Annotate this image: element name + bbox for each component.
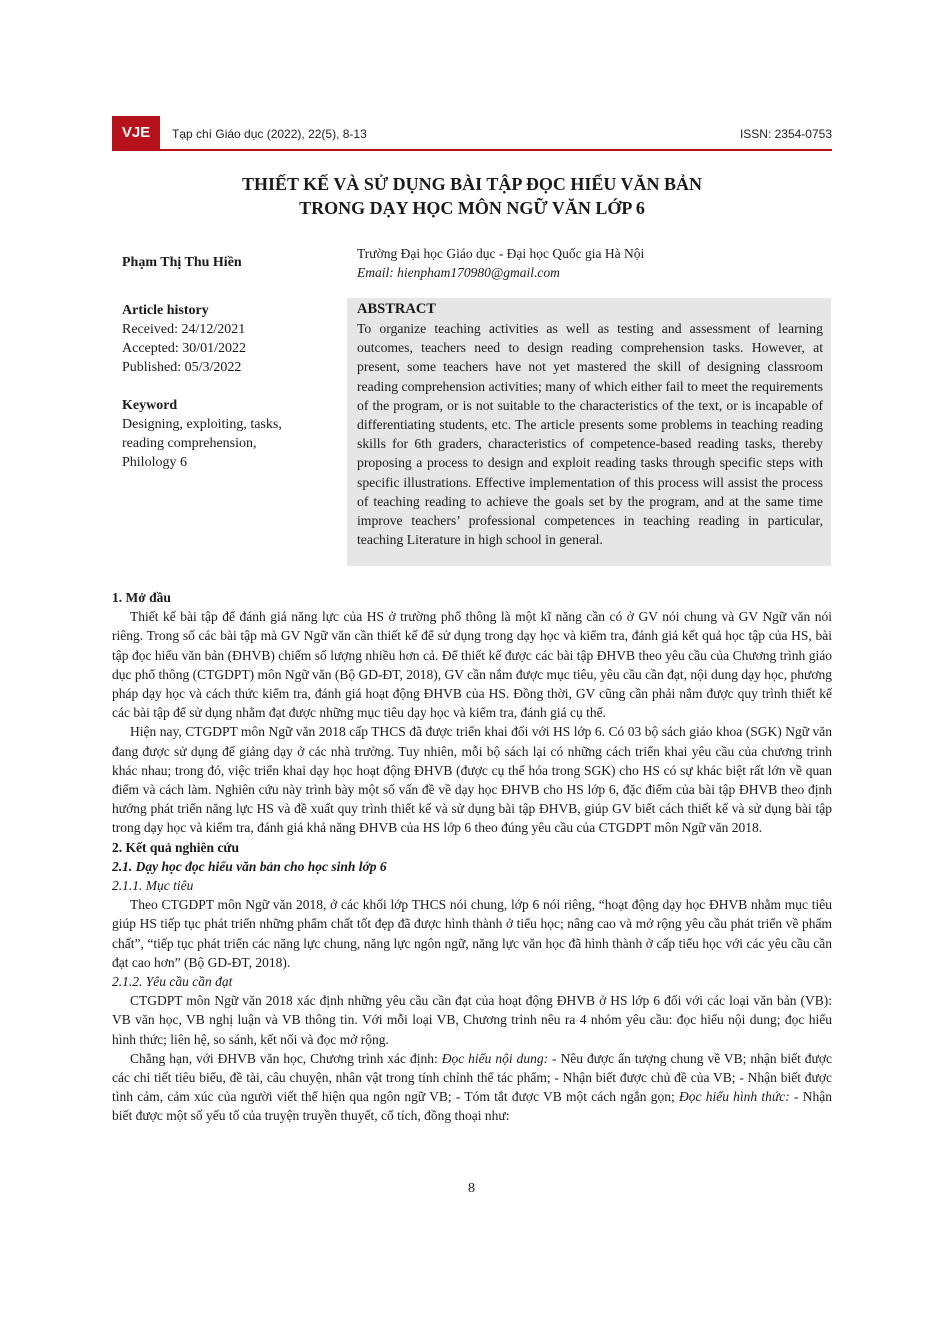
header-divider: [112, 149, 832, 151]
text-run: Chẳng hạn, với ĐHVB văn học, Chương trình xác định:: [130, 1050, 442, 1066]
section-heading: 1. Mở đầu: [112, 590, 171, 605]
section-heading: 2. Kết quả nghiên cứu: [112, 839, 239, 855]
header-bar: [112, 116, 832, 150]
author-email: Email: hienpham170980@gmail.com: [357, 265, 560, 280]
article-metadata: [122, 301, 337, 472]
keyword-line-1: Designing, exploiting, tasks,: [122, 417, 282, 432]
paragraph: Theo CTGDPT môn Ngữ văn 2018, ở các khối lớp THCS nói chung, lớp 6 nói riêng, “hoạt động dạy học ĐHVB nhằm mục tiêu giúp HS tiếp tục phát triển những phẩm chất tốt đẹp đã được hình thành ở tiểu học; nâng cao và mở rộng yêu cầu phát triển về phẩm chất”, “tiếp tục phát triển các năng lực chung, năng lực ngôn ngữ, năng lực văn học đã hình thành ở cấp tiểu học với các yêu cầu cần đạt cao hơn” (Bộ GD-ĐT, 2018).: [112, 897, 832, 970]
paragraph: [112, 1049, 832, 1126]
subsubsection-heading: 2.1.1. Mục tiêu: [112, 878, 194, 894]
paragraph: CTGDPT môn Ngữ văn 2018 xác định những yêu cầu cần đạt của hoạt động ĐHVB ở HS lớp 6 đối với các loại văn bản (VB): VB văn học, VB nghị luận và VB thông tin. Với mỗi loại VB, Chương trình nêu ra 4 nhóm yêu cầu: đọc hiểu nội dung; đọc hiểu hình thức; liên hệ, so sánh, kết nối và đọc mở rộng.: [112, 993, 832, 1047]
emphasis: Đọc hiểu hình thức:: [678, 1089, 790, 1105]
emphasis: Đọc hiểu nội dung:: [441, 1050, 549, 1066]
text-run: - Nêu được ấn tượng chung về VB; nhận biết được các chi tiết tiêu biểu, đề tài, câu chuyện, nhân vật trong tính chỉnh thể tác phẩm; - Nhận biết được chủ đề của VB; - Nhận biết được tình cảm, cảm xúc của người viết thể hiện qua ngôn ngữ VB; - Tóm tắt được VB một cách ngắn gọn;: [112, 1050, 832, 1105]
subsection-heading: 2.1. Dạy học đọc hiểu văn bản cho học sinh lớp 6: [112, 858, 387, 874]
journal-logo: VJE: [112, 116, 160, 150]
accepted-date: Accepted: 30/01/2022: [122, 341, 247, 356]
abstract-text: To organize teaching activities as well as testing and assessment of learning outcomes, teachers need to design reading comprehension tasks. However, at present, some teachers have not yet mastered the skill of designing classroom reading comprehension activities; many of which either fail to meet the requirements of the program, or is not suitable to the characteristics of the text, or is incapable of differentiating students, etc. The article presents some problems in teaching reading skills for 6th graders, characteristics of competence-based reading tasks, thereby proposing a process to design and exploit reading tasks through specific steps with specific illustrations. Effective implementation of this process will assist the process of teaching reading to achieve the goals set by the program, and at the same time improve teachers’ professional competences in teaching reading in particular, teaching Literature in high school in general.: [357, 321, 823, 548]
article-title: [112, 172, 832, 220]
keyword-heading: Keyword: [122, 398, 178, 413]
paragraph: Hiện nay, CTGDPT môn Ngữ văn 2018 cấp THCS đã được triển khai đối với HS lớp 6. Có 03 bộ sách giáo khoa (SGK) Ngữ văn đang được sử dụng để giảng dạy ở các nhà trường. Tuy nhiên, mỗi bộ sách lại có những cách triển khai yêu cầu của chương trình khác nhau; trong đó, việc triển khai dạy học hoạt động ĐHVB (được cụ thể hóa trong SGK) cho HS có sự khác biệt rất lớn về quan điểm và cách làm. Nghiên cứu này trình bày một số vấn đề về dạy học ĐHVB cho HS lớp 6, đặc điểm của bài tập ĐHVB theo định hướng phát triển năng lực HS và đề xuất quy trình thiết kế và sử dụng bài tập ĐHVB, giúp GV biết cách thiết kế và sử dụng bài tập trong dạy học và kiểm tra, đánh giá khả năng ĐHVB của HS lớp 6 theo đúng yêu cầu của CTGDPT môn Ngữ văn 2018.: [112, 724, 832, 836]
author-affiliation: [357, 244, 644, 282]
page-number: 8: [468, 1181, 475, 1196]
keyword-line-2: reading comprehension,: [122, 436, 257, 451]
abstract-heading: ABSTRACT: [357, 301, 436, 317]
received-date: Received: 24/12/2021: [122, 322, 246, 337]
article-body: [112, 588, 832, 1126]
author-name: Phạm Thị Thu Hiền: [122, 255, 242, 270]
title-line-2: TRONG DẠY HỌC MÔN NGỮ VĂN LỚP 6: [299, 198, 645, 218]
text-run: - Nhận biết được một số yếu tố của truyện truyền thuyết, cổ tích, đồng thoại như:: [112, 1089, 832, 1124]
paragraph: Thiết kế bài tập để đánh giá năng lực của HS ở trường phổ thông là một kĩ năng cần có ở GV nói chung và GV Ngữ văn nói riêng. Trong số các bài tập mà GV Ngữ văn cần thiết kế để sử dụng trong dạy học và kiểm tra, đánh giá kết quả học tập của HS, bài tập đọc hiểu văn bản (ĐHVB) chiếm số lượng nhiều hơn cả. Để thiết kế được các bài tập ĐHVB theo yêu cầu của Chương trình giáo dục phổ thông (CTGDPT) môn Ngữ văn (Bộ GD-ĐT, 2018), GV cần nắm được mục tiêu, yêu cầu cần đạt, nội dung dạy học, phương pháp dạy học và cách thức kiểm tra, đánh giá hoạt động ĐHVB của HS. Đồng thời, GV cũng cần phải nắm được quy trình thiết kế các bài tập để sử dụng nhằm đạt được những mục tiêu dạy học và kiểm tra, đánh giá cụ thể.: [112, 609, 832, 721]
keyword-line-3: Philology 6: [122, 455, 187, 470]
title-line-1: THIẾT KẾ VÀ SỬ DỤNG BÀI TẬP ĐỌC HIỂU VĂN BẢN: [241, 174, 703, 194]
issn-label: ISSN: 2354-0753: [739, 127, 832, 141]
journal-citation: Tạp chí Giáo dục (2022), 22(5), 8-13: [172, 127, 367, 141]
article-history-heading: Article history: [122, 303, 209, 318]
institution: Trường Đại học Giáo dục - Đại học Quốc gia Hà Nội: [357, 246, 645, 261]
published-date: Published: 05/3/2022: [122, 360, 242, 375]
subsubsection-heading: 2.1.2. Yêu cầu cần đạt: [112, 974, 233, 990]
